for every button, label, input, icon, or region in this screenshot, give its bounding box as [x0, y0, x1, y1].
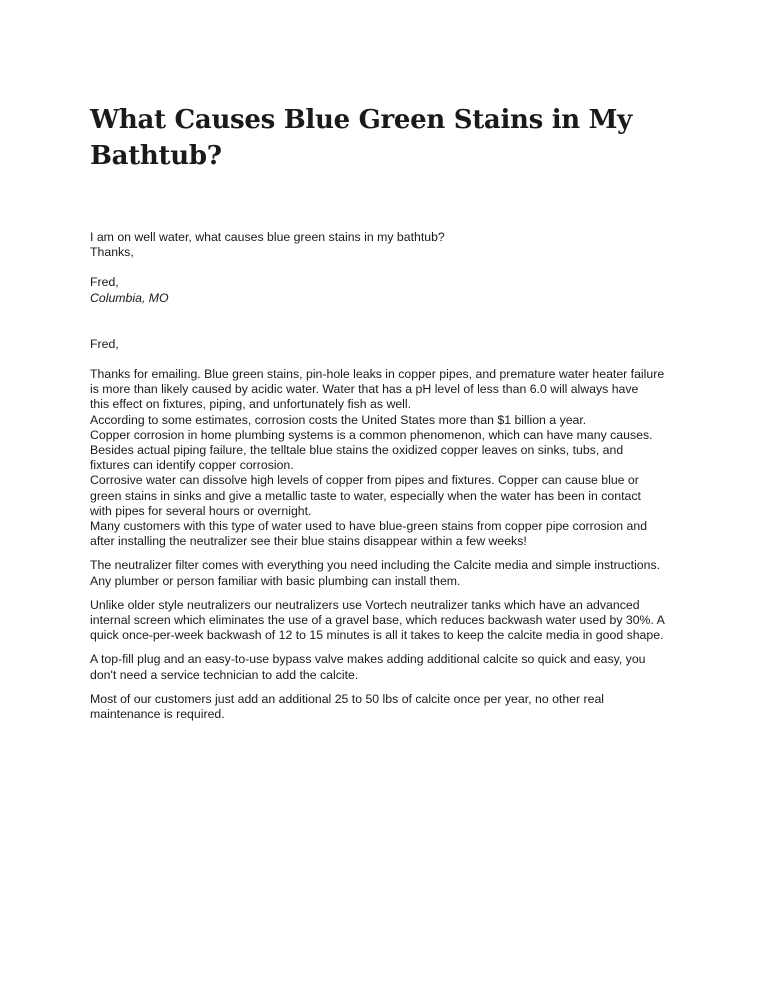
- text-line: is more than likely caused by acidic water. Water that has a pH level of less than 6.0 will always have: [90, 382, 639, 397]
- text-line: Corrosive water can dissolve high levels of copper from pipes and fixtures. Copper can cause blue or: [90, 473, 639, 488]
- paragraph: [90, 652, 690, 682]
- text-line: Copper corrosion in home plumbing systems is a common phenomenon, which can have many causes.: [90, 427, 653, 442]
- text-line: after installing the neutralizer see their blue stains disappear within a few weeks!: [90, 534, 527, 549]
- text-line: fixtures can identify copper corrosion.: [90, 458, 294, 473]
- signature-name: Fred,: [90, 275, 119, 290]
- text-line: I am on well water, what causes blue green stains in my bathtub?: [90, 230, 445, 244]
- question-block: [90, 230, 690, 306]
- paragraph: [90, 367, 690, 549]
- text-line: Many customers with this type of water used to have blue-green stains from copper pipe corrosion and: [90, 519, 648, 534]
- text-line: A top-fill plug and an easy-to-use bypass valve makes adding additional calcite so quick and easy, you: [90, 652, 646, 667]
- text-line: don't need a service technician to add the calcite.: [90, 667, 359, 682]
- text-line: this effect on fixtures, piping, and unfortunately fish as well.: [90, 397, 412, 412]
- text-line: The neutralizer filter comes with everything you need including the Calcite media and simple instructions.: [90, 558, 661, 573]
- text-line: Besides actual piping failure, the telltale blue stains the oxidized copper leaves on sinks, tubs, and: [90, 443, 624, 458]
- text-line: According to some estimates, corrosion costs the United States more than $1 billion a year.: [90, 412, 587, 427]
- text-line: Any plumber or person familiar with basic plumbing can install them.: [90, 573, 461, 588]
- text-line: with pipes for several hours or overnight.: [90, 503, 312, 518]
- paragraph: [90, 598, 690, 644]
- text-line: Thanks,: [90, 245, 134, 260]
- page-title: What Causes Blue Green Stains in My Bathtub?: [90, 105, 632, 171]
- text-line: Unlike older style neutralizers our neutralizers use Vortech neutralizer tanks which have an advanced: [90, 597, 640, 612]
- text-line: internal screen which eliminates the use of a gravel base, which reduces backwash water used by 30%. A: [90, 613, 665, 628]
- text-line: green stains in sinks and give a metallic taste to water, especially when the water has been in contact: [90, 488, 641, 503]
- text-line: Most of our customers just add an additional 25 to 50 lbs of calcite once per year, no other real: [90, 691, 605, 706]
- document-body: [90, 230, 690, 722]
- paragraph: [90, 558, 690, 588]
- text-line: maintenance is required.: [90, 707, 225, 722]
- paragraph: [90, 692, 690, 722]
- answer-greeting: Fred,: [90, 336, 119, 351]
- answer-block: [90, 337, 690, 722]
- text-line: quick once-per-week backwash of 12 to 15 minutes is all it takes to keep the calcite media in good shape.: [90, 628, 664, 643]
- signature-location: Columbia, MO: [90, 290, 169, 305]
- text-line: Thanks for emailing. Blue green stains, pin-hole leaks in copper pipes, and premature water heater failure: [90, 367, 665, 382]
